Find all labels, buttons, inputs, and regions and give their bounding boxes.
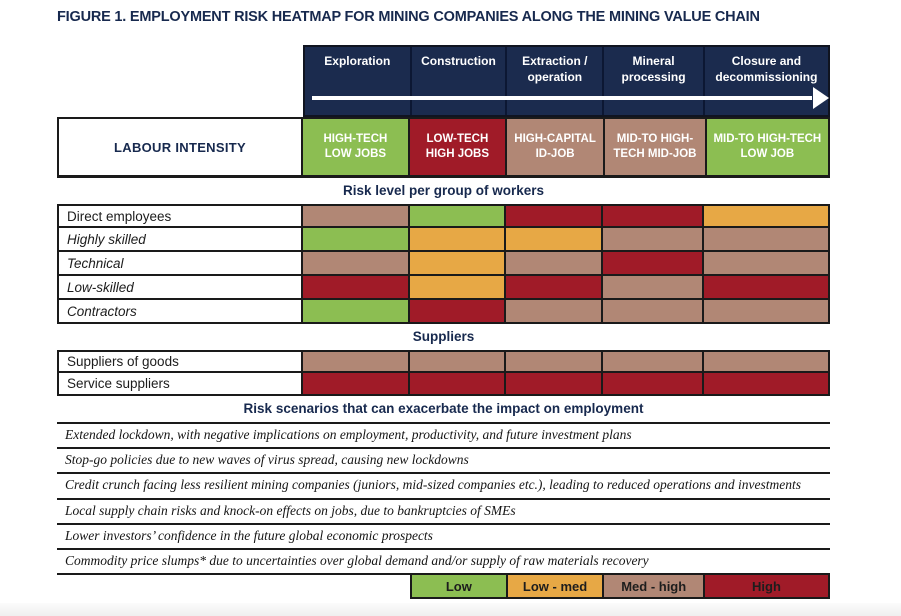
row-label: Highly skilled bbox=[59, 228, 303, 250]
column-header-closure-decommissioning: Closure and decommissioning bbox=[703, 47, 828, 115]
value-chain-arrow bbox=[312, 96, 812, 100]
heat-cell bbox=[601, 300, 702, 322]
heat-cell bbox=[303, 373, 408, 394]
heat-cell bbox=[601, 276, 702, 298]
legend-cell-low: Low bbox=[412, 575, 506, 597]
row-label: Technical bbox=[59, 252, 303, 274]
heat-cell bbox=[408, 228, 504, 250]
heat-cell bbox=[303, 228, 408, 250]
heat-cell bbox=[601, 373, 702, 394]
risk-scenario: Commodity price slumps* due to uncertainties over global demand and/or supply of raw materials recovery bbox=[57, 550, 830, 575]
heat-cell bbox=[504, 300, 601, 322]
section-title-suppliers: Suppliers bbox=[412, 329, 475, 344]
section-title-risk-scenarios: Risk scenarios that can exacerbate the impact on employment bbox=[243, 401, 644, 416]
legend-cell-high: High bbox=[703, 575, 828, 597]
labour-cell-closure: MID-TO HIGH-TECH LOW JOB bbox=[705, 119, 828, 175]
heatmap-figure bbox=[57, 45, 830, 599]
heat-cell bbox=[601, 252, 702, 274]
heat-cell bbox=[601, 228, 702, 250]
heat-cell bbox=[303, 206, 408, 226]
heat-cell bbox=[702, 252, 828, 274]
page-bottom-edge bbox=[0, 603, 901, 616]
heat-cell bbox=[408, 206, 504, 226]
figure-title: FIGURE 1. EMPLOYMENT RISK HEATMAP FOR MINING COMPANIES ALONG THE MINING VALUE CHAIN bbox=[57, 9, 760, 25]
labour-intensity-row bbox=[57, 117, 830, 178]
legend-cell-med-high: Med - high bbox=[602, 575, 703, 597]
labour-cell-exploration: HIGH-TECH LOW JOBS bbox=[303, 119, 408, 175]
heat-cell bbox=[601, 352, 702, 371]
labour-cell-mineral: MID-TO HIGH-TECH MID-JOB bbox=[603, 119, 705, 175]
heat-cell bbox=[303, 276, 408, 298]
labour-cell-extraction: HIGH-CAPITAL ID-JOB bbox=[505, 119, 603, 175]
heat-cell bbox=[702, 352, 828, 371]
row-label: Low-skilled bbox=[59, 276, 303, 298]
heat-cell bbox=[702, 276, 828, 298]
section-title-workers: Risk level per group of workers bbox=[342, 183, 545, 198]
heat-cell bbox=[408, 252, 504, 274]
heat-cell bbox=[408, 373, 504, 394]
supplier-row-goods bbox=[57, 350, 830, 373]
column-header-construction: Construction bbox=[410, 47, 506, 115]
risk-legend bbox=[410, 573, 830, 599]
risk-scenario: Credit crunch facing less resilient mining companies (juniors, mid-sized companies etc.), leading to reduced operations and investments bbox=[57, 474, 830, 499]
worker-row-direct-employees bbox=[57, 204, 830, 228]
labour-intensity-label: LABOUR INTENSITY bbox=[59, 119, 303, 175]
worker-row-highly-skilled bbox=[57, 228, 830, 252]
heat-cell bbox=[702, 206, 828, 226]
risk-scenario: Extended lockdown, with negative implications on employment, productivity, and future investment plans bbox=[57, 424, 830, 449]
heat-cell bbox=[408, 300, 504, 322]
heat-cell bbox=[303, 252, 408, 274]
row-label: Contractors bbox=[59, 300, 303, 322]
heat-cell bbox=[504, 206, 601, 226]
heat-cell bbox=[702, 300, 828, 322]
heat-cell bbox=[504, 352, 601, 371]
row-label: Suppliers of goods bbox=[59, 352, 303, 371]
heat-cell bbox=[702, 373, 828, 394]
heat-cell bbox=[303, 300, 408, 322]
risk-scenarios-list bbox=[57, 422, 830, 575]
risk-scenario: Local supply chain risks and knock-on effects on jobs, due to bankruptcies of SMEs bbox=[57, 500, 830, 525]
row-label: Direct employees bbox=[59, 206, 303, 226]
heat-cell bbox=[303, 352, 408, 371]
supplier-row-services bbox=[57, 373, 830, 396]
risk-scenario: Stop-go policies due to new waves of virus spread, causing new lockdowns bbox=[57, 449, 830, 474]
risk-scenario: Lower investors’ confidence in the future global economic prospects bbox=[57, 525, 830, 550]
column-header-mineral-processing: Mineral processing bbox=[602, 47, 703, 115]
heat-cell bbox=[504, 276, 601, 298]
heat-cell bbox=[504, 228, 601, 250]
arrow-right-icon bbox=[813, 87, 829, 109]
heat-cell bbox=[601, 206, 702, 226]
heat-cell bbox=[504, 373, 601, 394]
value-chain-header bbox=[303, 45, 830, 117]
legend-cell-low-med: Low - med bbox=[506, 575, 603, 597]
column-header-exploration: Exploration bbox=[324, 54, 391, 68]
worker-row-technical bbox=[57, 252, 830, 276]
worker-row-contractors bbox=[57, 300, 830, 324]
column-header-extraction-operation: Extraction / operation bbox=[505, 47, 602, 115]
labour-cell-construction: LOW-TECH HIGH JOBS bbox=[408, 119, 505, 175]
row-label: Service suppliers bbox=[59, 373, 303, 394]
heat-cell bbox=[408, 352, 504, 371]
heat-cell bbox=[504, 252, 601, 274]
heat-cell bbox=[408, 276, 504, 298]
worker-row-low-skilled bbox=[57, 276, 830, 300]
heat-cell bbox=[702, 228, 828, 250]
